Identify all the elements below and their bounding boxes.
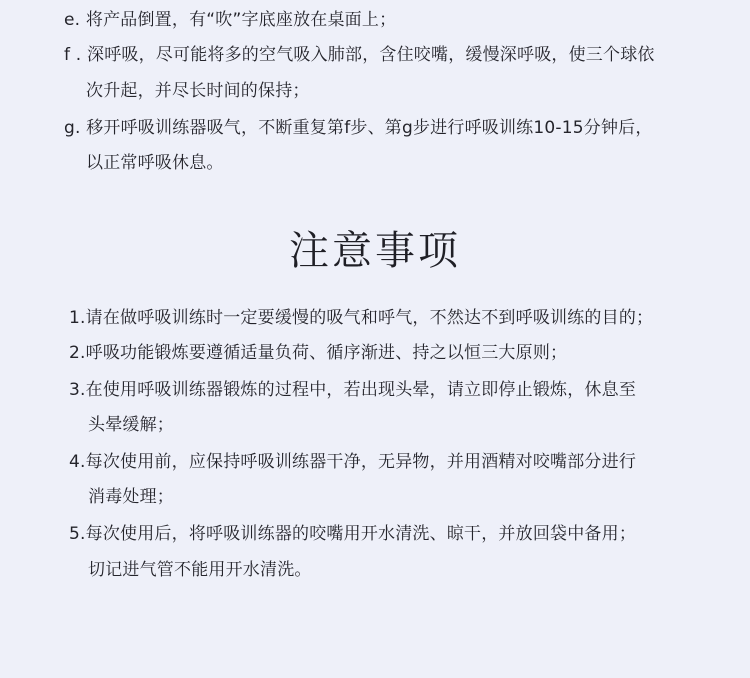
- step-e-line-1: e. 将产品倒置，有“吹”字底座放在桌面上；: [64, 10, 397, 30]
- step-g-line-2: 以正常呼吸休息。: [86, 153, 224, 173]
- note-1-line-1: 1.请在做呼吸训练时一定要缓慢的吸气和呼气，不然达不到呼吸训练的目的；: [69, 308, 654, 328]
- step-f-line-1: f . 深呼吸，尽可能将多的空气吸入肺部，含住咬嘴，缓慢深呼吸，使三个球依: [64, 45, 655, 65]
- step-f-line-2: 次升起，并尽长时间的保持；: [86, 81, 310, 101]
- note-5-line-1: 5.每次使用后，将呼吸训练器的咬嘴用开水清洗、晾干，并放回袋中备用；: [69, 524, 637, 544]
- note-2-line-1: 2.呼吸功能锻炼要遵循适量负荷、循序渐进、持之以恒三大原则；: [69, 343, 568, 363]
- note-3-line-1: 3.在使用呼吸训练器锻炼的过程中，若出现头晕，请立即停止锻炼，休息至: [69, 380, 637, 400]
- note-4-line-2: 消毒处理；: [88, 487, 174, 507]
- notes-title: 注意事项: [289, 228, 461, 274]
- note-5-line-2: 切记进气管不能用开水清洗。: [88, 560, 312, 580]
- step-g-line-1: g. 移开呼吸训练器吸气，不断重复第f步、第g步进行呼吸训练10-15分钟后，: [64, 118, 653, 138]
- note-4-line-1: 4.每次使用前，应保持呼吸训练器干净，无异物，并用酒精对咬嘴部分进行: [69, 452, 637, 472]
- note-3-line-2: 头晕缓解；: [88, 415, 174, 435]
